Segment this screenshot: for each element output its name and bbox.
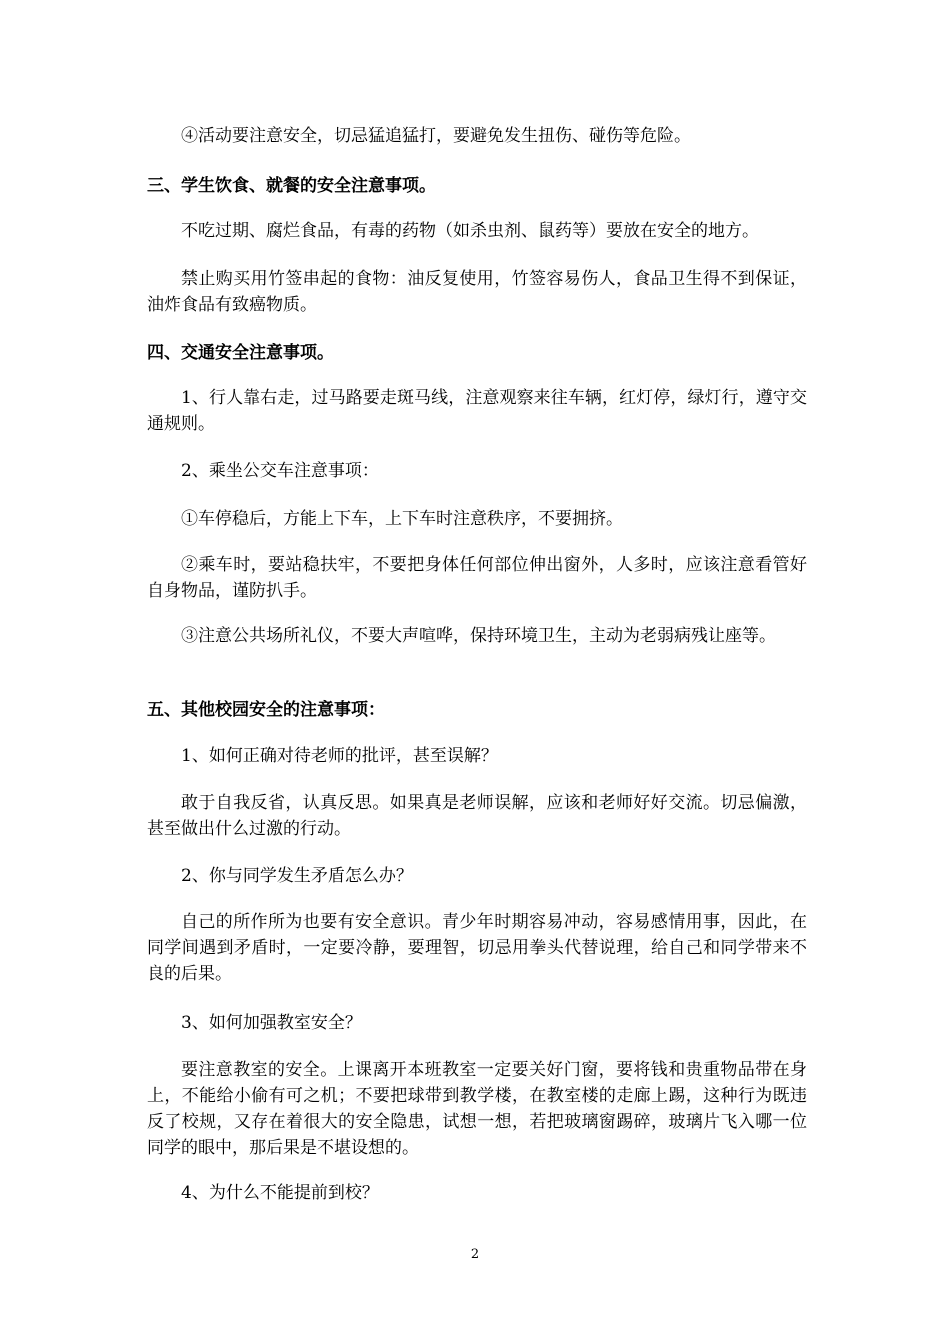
- paragraph-bus-3: ③注意公共场所礼仪，不要大声喧哗，保持环境卫生，主动为老弱病残让座等。: [181, 626, 776, 646]
- paragraph-question-1: 1、如何正确对待老师的批评，甚至误解？: [181, 746, 498, 766]
- paragraph-question-3: 3、如何加强教室安全？: [181, 1013, 362, 1033]
- heading-section-5: 五、其他校园安全的注意事项：: [147, 700, 385, 720]
- paragraph-bus-1: ①车停稳后，方能上下车，上下车时注意秩序，不要拥挤。: [181, 509, 623, 529]
- paragraph-answer-1: 敢于自我反省，认真反思。如果真是老师误解，应该和老师好好交流。切忌偏激，甚至做出什么过激的行动。: [147, 793, 807, 839]
- paragraph-answer-2: 自己的所作所为也要有安全意识。青少年时期容易冲动，容易感情用事，因此，在同学间遇到矛盾时，一定要冷静，要理智，切忌用拳头代替说理，给自己和同学带来不良的后果。: [147, 912, 807, 984]
- paragraph-traffic-1: 1、行人靠右走，过马路要走斑马线，注意观察来往车辆，红灯停，绿灯行，遵守交通规则。: [147, 388, 807, 434]
- paragraph-bus-2: ②乘车时，要站稳扶牢，不要把身体任何部位伸出窗外，人多时，应该注意看管好自身物品，谨防扒手。: [147, 555, 807, 601]
- heading-section-4: 四、交通安全注意事项。: [147, 343, 334, 363]
- paragraph-question-4: 4、为什么不能提前到校？: [181, 1183, 379, 1203]
- paragraph-answer-3: 要注意教室的安全。上课离开本班教室一定要关好门窗，要将钱和贵重物品带在身上，不能给小偷有可之机；不要把球带到教学楼，在教室楼的走廊上踢，这种行为既违反了校规，又存在着很大的安全隐患，试想一想，若把玻璃窗踢碎，玻璃片飞入哪一位同学的眼中，那后果是不堪设想的。: [147, 1060, 807, 1158]
- paragraph-traffic-2: 2、乘坐公交车注意事项：: [181, 461, 379, 481]
- paragraph-activity-safety: ④活动要注意安全，切忌猛追猛打，要避免发生扭伤、碰伤等危险。: [181, 126, 691, 146]
- paragraph-food-expired: 不吃过期、腐烂食品，有毒的药物（如杀虫剂、鼠药等）要放在安全的地方。: [181, 221, 759, 241]
- paragraph-question-2: 2、你与同学发生矛盾怎么办？: [181, 866, 413, 886]
- paragraph-food-skewers: 禁止购买用竹签串起的食物：油反复使用，竹签容易伤人，食品卫生得不到保证，油炸食品有致癌物质。: [147, 269, 807, 315]
- page-number: 2: [470, 1247, 480, 1262]
- heading-section-3: 三、学生饮食、就餐的安全注意事项。: [147, 176, 436, 196]
